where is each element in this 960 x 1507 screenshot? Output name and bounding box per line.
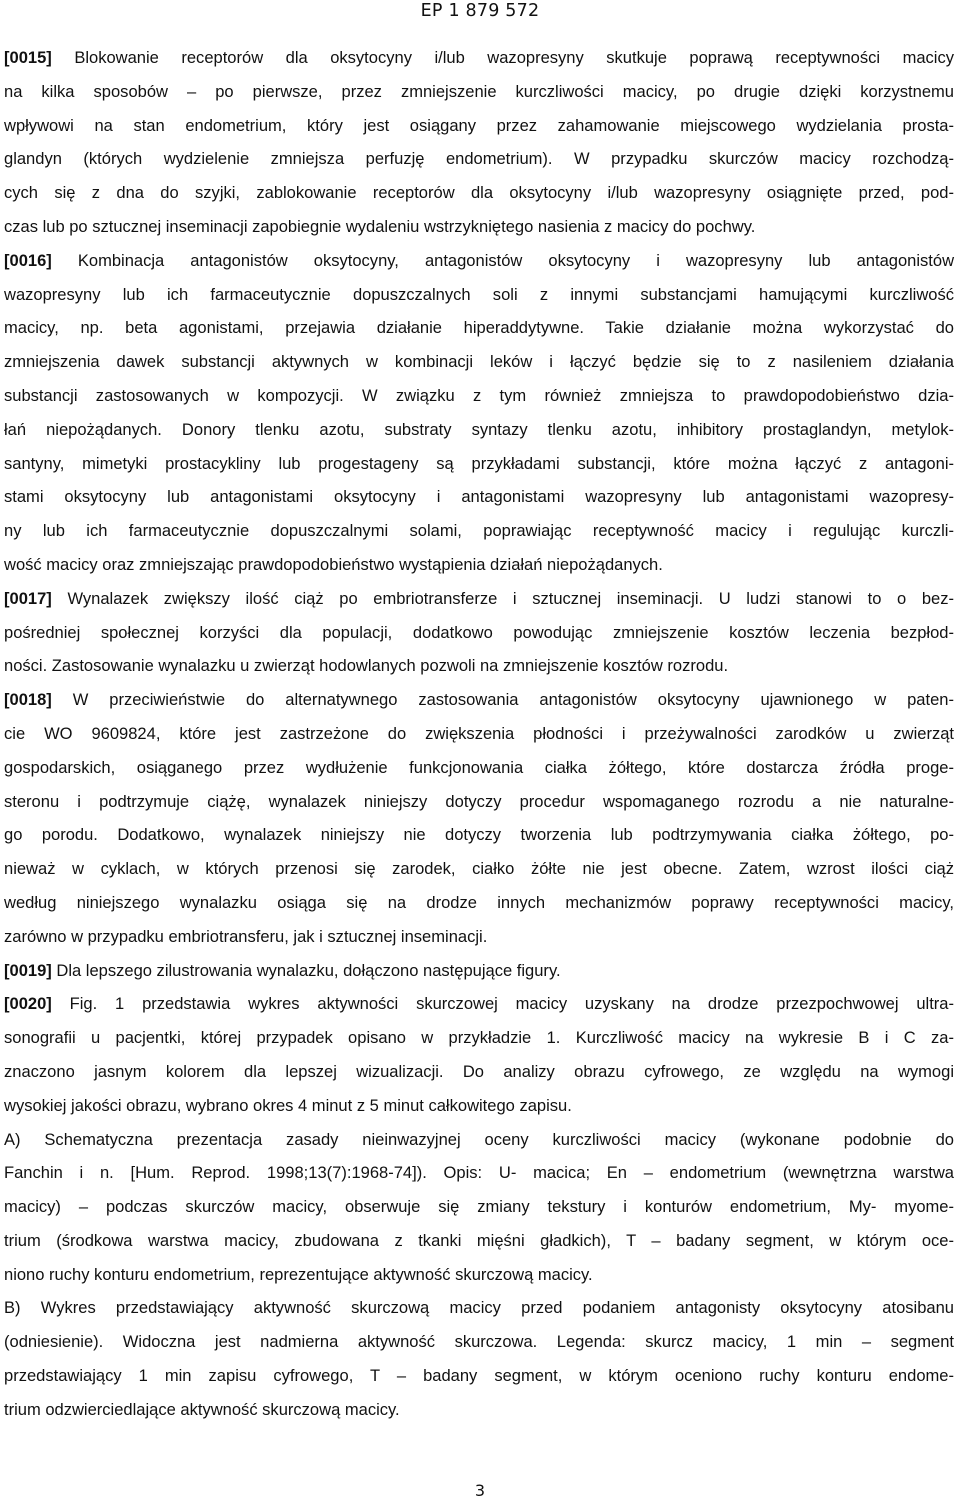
text-line: ny lub ich farmaceutycznie dopuszczalnymi solami, poprawiając receptywność macicy i regulując kurczli- bbox=[4, 521, 954, 541]
text-line: ności. Zastosowanie wynalazku u zwierząt hodowlanych pozwoli na zmniejszenie kosztów rozrodu. bbox=[4, 656, 729, 676]
text-line: nieważ w cyklach, w których przenosi się zarodek, ciałko żółte nie jest obecne. Zatem, wzrost ilości ciąż bbox=[4, 859, 954, 879]
text-line: przedstawiający 1 min zapisu cyfrowego, T – badany segment, w którym oceniono ruchy konturu endome- bbox=[4, 1366, 954, 1386]
paragraph-number: [0017] bbox=[4, 588, 52, 608]
text-line: go porodu. Dodatkowo, wynalazek niniejszy nie dotyczy tworzenia lub podtrzymywania ciałka żółtego, po- bbox=[4, 825, 954, 845]
paragraph-number: [0016] bbox=[4, 250, 52, 270]
text-line: wysokiej jakości obrazu, wybrano okres 4 minut z 5 minut całkowitego zapisu. bbox=[4, 1095, 572, 1115]
text-line: gospodarskich, osiąganego przez wydłużenie funkcjonowania ciałka żółtego, które dostarcza źródła proge- bbox=[4, 757, 954, 777]
text-line: zmniejszenia dawek substancji aktywnych w kombinacji leków i łączyć będzie się to z nasileniem działania bbox=[4, 352, 954, 372]
text-line: macicy) – podczas skurczów macicy, obserwuje się zmiany tekstury i konturów endometrium, My- myome- bbox=[4, 1197, 954, 1217]
text-line: stami oksytocyny lub antagonistami oksytocyny i antagonistami wazopresyny lub antagonistami wazopresy- bbox=[4, 487, 954, 507]
text-line: wazopresyny lub ich farmaceutycznie dopuszczalnych soli z innymi substancjami hamującymi kurczliwość bbox=[4, 284, 954, 304]
paragraph-number: [0019] bbox=[4, 960, 52, 980]
text-line: cie WO 9609824, które jest zastrzeżone do zwiększenia płodności i przeżywalności zarodków u zwierząt bbox=[4, 723, 954, 743]
text-line: zarówno w przypadku embriotransferu, jak i sztucznej inseminacji. bbox=[4, 926, 488, 946]
text-line: Fanchin i n. [Hum. Reprod. 1998;13(7):1968-74]). Opis: U- macica; En – endometrium (wewnętrzna warstwa bbox=[4, 1163, 954, 1183]
patent-number-header: EP 1 879 572 bbox=[420, 1, 540, 21]
page-number: 3 bbox=[474, 1481, 486, 1500]
paragraph-number: [0020] bbox=[4, 994, 52, 1014]
text-line: łań niepożądanych. Donory tlenku azotu, substraty syntazy tlenku azotu, inhibitory prostaglandyn, metylok- bbox=[4, 419, 954, 439]
text-line: (odniesienie). Widoczna jest nadmierna aktywność skurczowa. Legenda: skurcz macicy, 1 min – segment bbox=[4, 1332, 954, 1352]
text-line: [0015] Blokowanie receptorów dla oksytocyny i/lub wazopresyny skutkuje poprawą receptywności macicy bbox=[4, 48, 955, 67]
paragraph-0019 bbox=[4, 954, 954, 988]
text-line: steronu i podtrzymuje ciążę, wynalazek niniejszy dotyczy procedur wspomaganego rozrodu a nie naturalne- bbox=[4, 791, 954, 811]
text-line: substancji zastosowanych w kompozycji. W związku z tym również zmniejsza to prawdopodobieństwo dzia- bbox=[4, 385, 954, 405]
text-line: na kilka sposobów – po pierwsze, przez zmniejszenie kurczliwości macicy, po drugie dzięki korzystnemu bbox=[4, 81, 954, 101]
text-line: czas lub po sztucznej inseminacji zapobiegnie wydaleniu wstrzykniętego nasienia z macicy do pochwy. bbox=[4, 216, 756, 236]
text-line: glandyn (których wydzielenie zmniejsza perfuzję endometrium). W przypadku skurczów macicy rozchodzą- bbox=[4, 149, 954, 169]
paragraph-0018 bbox=[4, 683, 954, 953]
figure-description-b bbox=[4, 1291, 954, 1426]
text-line: [0017] Wynalazek zwiększy ilość ciąż po embriotransferze i sztucznej inseminacji. U ludzi stanowi to o bez- bbox=[4, 588, 955, 608]
text-line: santyny, mimetyki prostacykliny lub progestageny są przykładami substancji, które można łączyć z antagoni- bbox=[4, 453, 954, 473]
paragraph-number: [0015] bbox=[4, 48, 52, 67]
paragraph-0020 bbox=[4, 987, 954, 1122]
text-line: B) Wykres przedstawiający aktywność skurczową macicy przed podaniem antagonisty oksytocyny atosibanu bbox=[4, 1298, 954, 1318]
text-line: według niniejszego wynalazku osiąga się na drodze innych mechanizmów poprawy receptywności macicy, bbox=[4, 892, 954, 912]
text-line: macicy, np. beta agonistami, przejawia działanie hiperaddytywne. Takie działanie można wykorzystać do bbox=[4, 318, 954, 338]
text-line: [0018] W przeciwieństwie do alternatywnego zastosowania antagonistów oksytocyny ujawnionego w paten- bbox=[4, 690, 954, 710]
text-line: wość macicy oraz zmniejszając prawdopodobieństwo wystąpienia działań niepożądanych. bbox=[4, 554, 663, 574]
paragraph-0016 bbox=[4, 244, 954, 582]
text-line: [0019] Dla lepszego zilustrowania wynalazku, dołączono następujące figury. bbox=[4, 960, 561, 980]
paragraph-0017 bbox=[4, 582, 954, 683]
text-line: trium (środkowa warstwa macicy, zbudowana z tkanki mięśni gładkich), T – badany segment, w którym oce- bbox=[4, 1230, 954, 1250]
text-line: pośredniej społecznej korzyści dla populacji, dodatkowo powodując zmniejszenie kosztów leczenia bezpłod- bbox=[4, 622, 954, 642]
text-line: [0020] Fig. 1 przedstawia wykres aktywności skurczowej macicy uzyskany na drodze przezpochwowej ultra- bbox=[4, 994, 954, 1014]
text-line: wpływowi na stan endometrium, który jest osiągany przez zahamowanie miejscowego wydzielania prosta- bbox=[4, 115, 954, 135]
paragraph-number: [0018] bbox=[4, 690, 52, 710]
text-line: cych się z dna do szyjki, zablokowanie receptorów dla oksytocyny i/lub wazopresyny osiągnięte przed, pod- bbox=[4, 183, 954, 203]
text-line: A) Schematyczna prezentacja zasady nieinwazyjnej oceny kurczliwości macicy (wykonane podobnie do bbox=[4, 1129, 954, 1149]
text-line: [0016] Kombinacja antagonistów oksytocyny, antagonistów oksytocyny i wazopresyny lub antagonistów bbox=[4, 250, 955, 270]
text-line: znaczono jasnym kolorem dla lepszej wizualizacji. Do analizy obrazu cyfrowego, ze względu na wymogi bbox=[4, 1061, 954, 1081]
paragraph-0015 bbox=[4, 41, 954, 244]
text-line: sonografii u pacjentki, której przypadek opisano w przykładzie 1. Kurczliwość macicy na wykresie B i C za- bbox=[4, 1028, 954, 1048]
document-body bbox=[4, 41, 954, 1427]
figure-description-a bbox=[4, 1123, 954, 1292]
text-line: trium odzwierciedlające aktywność skurczową macicy. bbox=[4, 1399, 400, 1419]
text-line: niono ruchy konturu endometrium, reprezentujące aktywność skurczową macicy. bbox=[4, 1264, 593, 1284]
